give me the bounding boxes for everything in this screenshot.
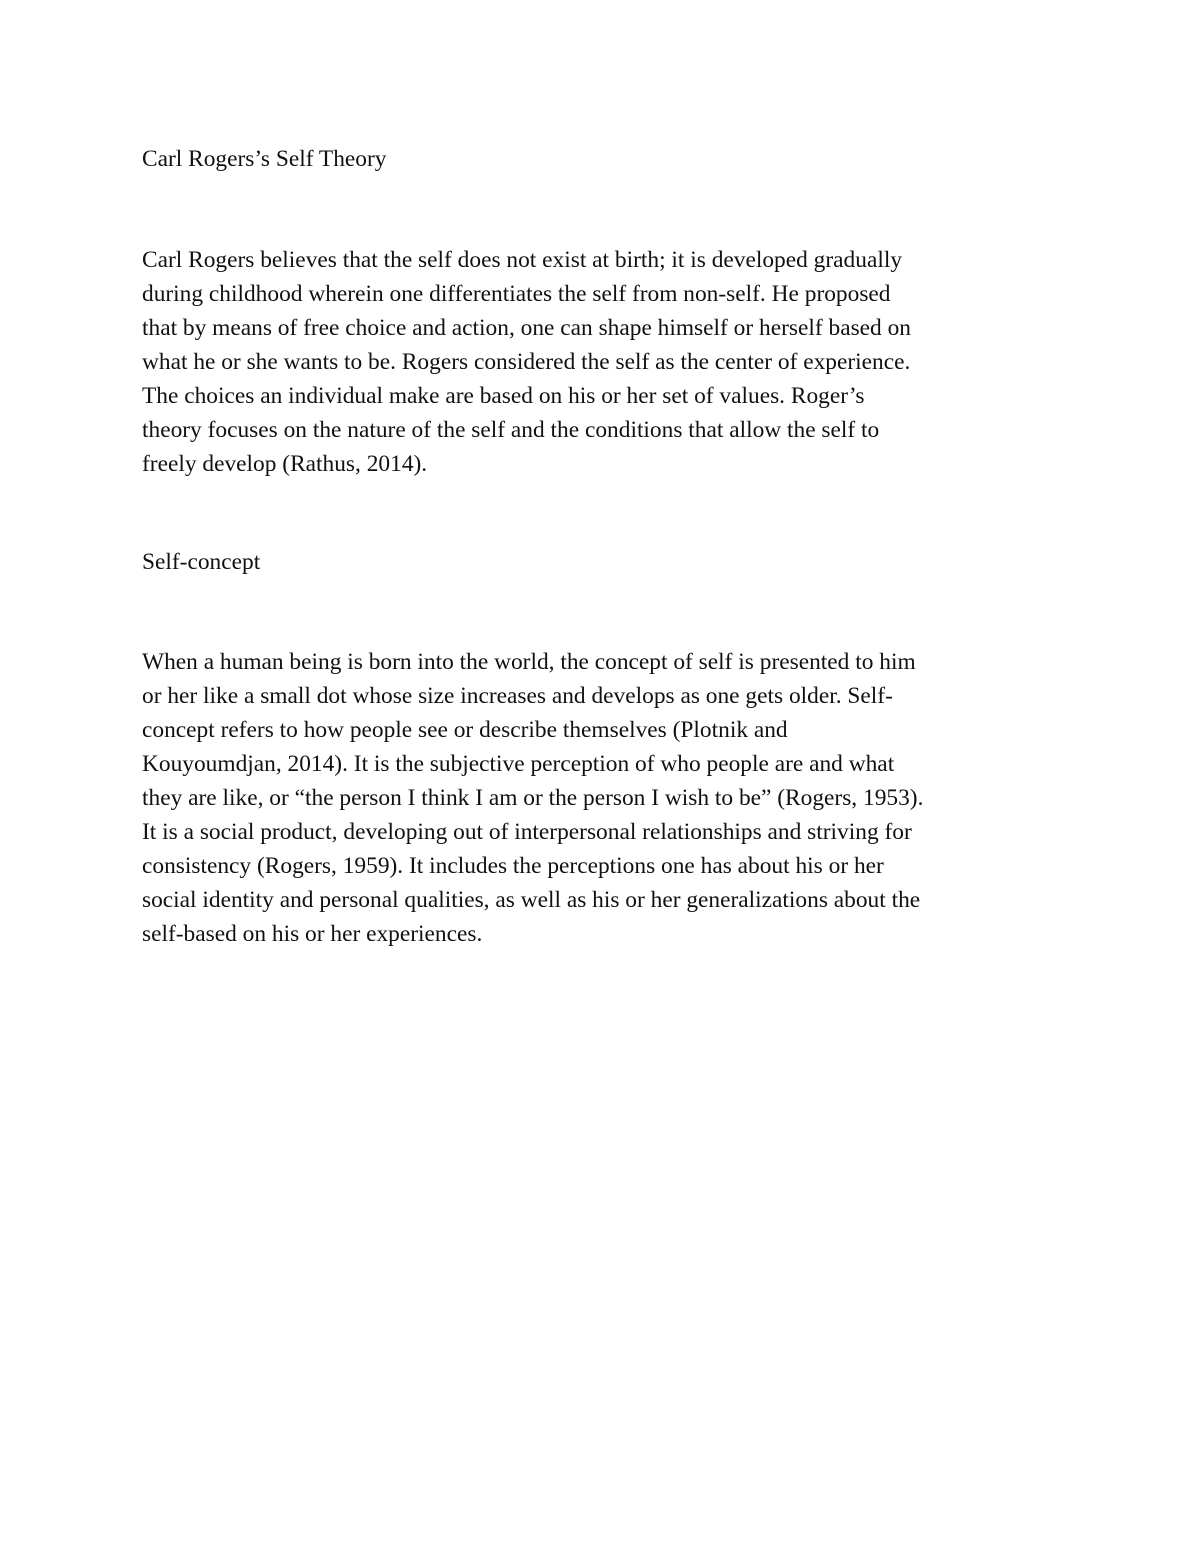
paragraph-line: Carl Rogers believes that the self does not exist at birth; it is developed gradually: [142, 247, 903, 273]
paragraph-line: It is a social product, developing out of interpersonal relationships and striving for: [142, 819, 912, 845]
document-title: [142, 142, 1072, 176]
paragraph-line: self-based on his or her experiences.: [142, 921, 483, 947]
paragraph-line: social identity and personal qualities, as well as his or her generalizations about the: [142, 887, 921, 913]
paragraph-self-concept: [142, 645, 1072, 951]
paragraph-line: consistency (Rogers, 1959). It includes the perceptions one has about his or her: [142, 853, 884, 879]
paragraph-line: they are like, or “the person I think I am or the person I wish to be” (Rogers, 1953).: [142, 785, 924, 811]
paragraph-line: Kouyoumdjan, 2014). It is the subjective perception of who people are and what: [142, 751, 895, 777]
paragraph-line: freely develop (Rathus, 2014).: [142, 451, 428, 477]
paragraph-line: what he or she wants to be. Rogers considered the self as the center of experience.: [142, 349, 911, 375]
paragraph-line: When a human being is born into the world, the concept of self is presented to him: [142, 649, 916, 675]
title-line: Carl Rogers’s Self Theory: [142, 146, 387, 172]
paragraph-line: theory focuses on the nature of the self and the conditions that allow the self to: [142, 417, 880, 443]
paragraph-line: that by means of free choice and action, one can shape himself or herself based on: [142, 315, 911, 341]
section-heading-self-concept: [142, 545, 1072, 579]
paragraph-line: during childhood wherein one differentiates the self from non-self. He proposed: [142, 281, 891, 307]
paragraph-line: concept refers to how people see or describe themselves (Plotnik and: [142, 717, 788, 743]
heading-line: Self-concept: [142, 549, 261, 575]
paragraph-line: The choices an individual make are based on his or her set of values. Roger’s: [142, 383, 865, 409]
paragraph-self-theory: [142, 243, 1072, 481]
paragraph-line: or her like a small dot whose size increases and develops as one gets older. Self-: [142, 683, 893, 709]
